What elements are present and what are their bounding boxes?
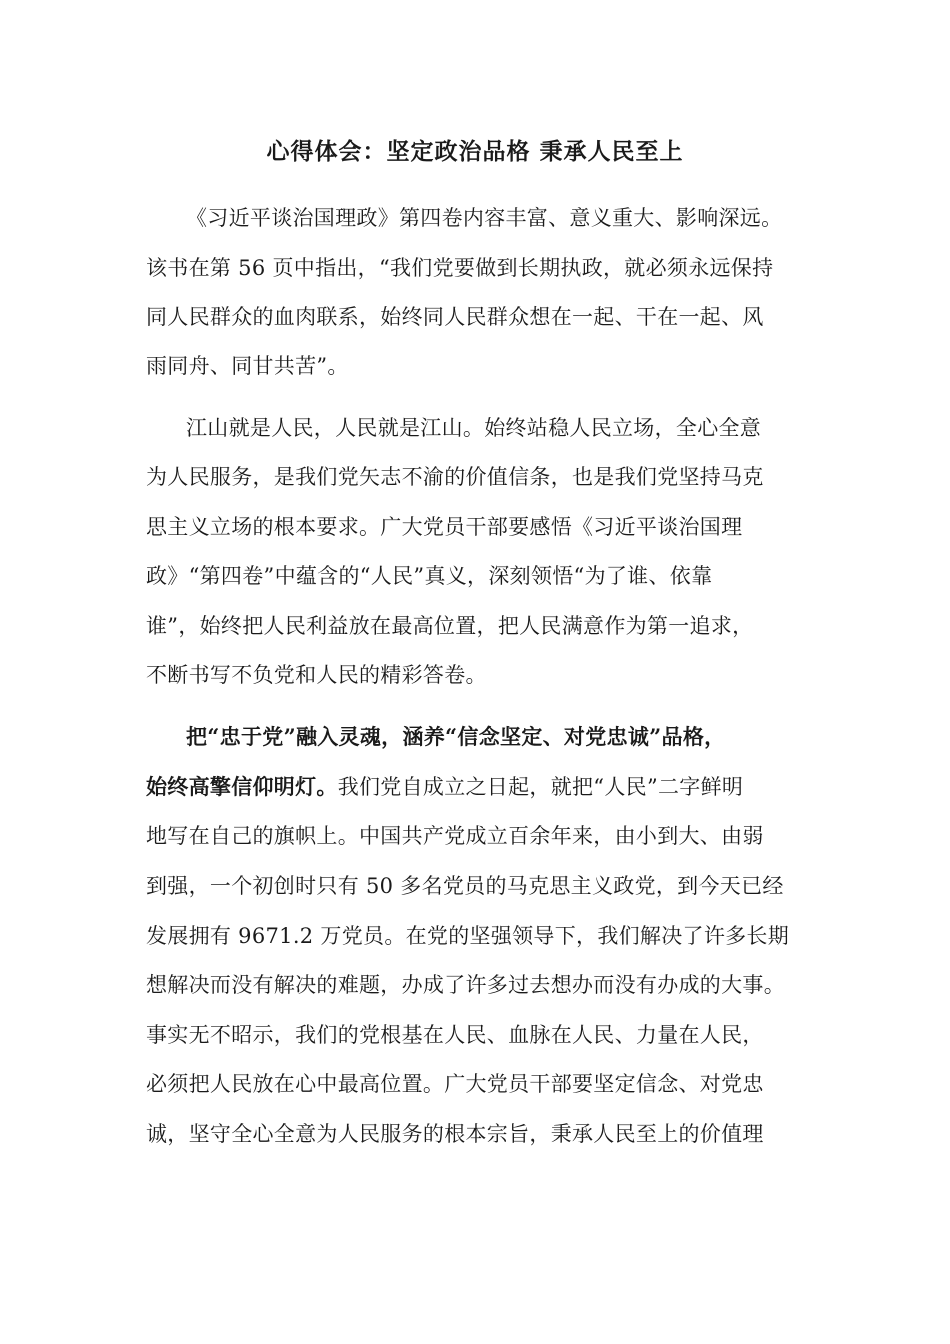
paragraph-3-line-5: 发展拥有 9671.2 万党员。在党的坚强领导下，我们解决了许多长期 bbox=[146, 924, 790, 948]
paragraph-2-line-6: 不断书写不负党和人民的精彩答卷。 bbox=[146, 663, 487, 687]
paragraph-3-line-7: 事实无不昭示，我们的党根基在人民、血脉在人民、力量在人民， bbox=[146, 1023, 764, 1047]
paragraph-3-line-4: 到强，一个初创时只有 50 多名党员的马克思主义政党，到今天已经 bbox=[146, 874, 784, 898]
paragraph-2-line-5: 谁”，始终把人民利益放在最高位置，把人民满意作为第一追求， bbox=[146, 614, 754, 638]
paragraph-3-line-6: 想解决而没有解决的难题，办成了许多过去想办而没有办成的大事。 bbox=[146, 973, 785, 997]
paragraph-1-line-4: 雨同舟、同甘共苦”。 bbox=[146, 354, 349, 378]
paragraph-3-line-2-rest: 我们党自成立之日起，就把“人民”二字鲜明 bbox=[337, 775, 744, 799]
paragraph-2-line-3: 思主义立场的根本要求。广大党员干部要感悟《习近平谈治国理 bbox=[146, 515, 743, 539]
paragraph-3-heading-line-2: 始终高擎信仰明灯。 bbox=[146, 774, 338, 799]
paragraph-1-line-1: 《习近平谈治国理政》第四卷内容丰富、意义重大、影响深远。 bbox=[186, 206, 783, 230]
paragraph-2-line-2: 为人民服务，是我们党矢志不渝的价值信条，也是我们党坚持马克 bbox=[146, 465, 764, 489]
paragraph-3-line-8: 必须把人民放在心中最高位置。广大党员干部要坚定信念、对党忠 bbox=[146, 1072, 764, 1096]
paragraph-3-line-2 bbox=[146, 771, 743, 801]
document-title: 心得体会：坚定政治品格 秉承人民至上 bbox=[266, 138, 684, 165]
paragraph-2-line-4: 政》“第四卷”中蕴含的“人民”真义，深刻领悟“为了谁、依靠 bbox=[146, 564, 713, 588]
paragraph-2-line-1: 江山就是人民，人民就是江山。始终站稳人民立场，全心全意 bbox=[186, 416, 762, 440]
paragraph-1-line-2: 该书在第 56 页中指出，“我们党要做到长期执政，就必须永远保持 bbox=[146, 256, 774, 280]
paragraph-3-line-3: 地写在自己的旗帜上。中国共产党成立百余年来，由小到大、由弱 bbox=[146, 824, 764, 848]
paragraph-3-heading-line-1: 把“忠于党”融入灵魂，涵养“信念坚定、对党忠诚”品格， bbox=[186, 724, 726, 749]
paragraph-1-line-3: 同人民群众的血肉联系，始终同人民群众想在一起、干在一起、风 bbox=[146, 305, 764, 329]
paragraph-3-line-9: 诚，坚守全心全意为人民服务的根本宗旨，秉承人民至上的价值理 bbox=[146, 1122, 764, 1146]
